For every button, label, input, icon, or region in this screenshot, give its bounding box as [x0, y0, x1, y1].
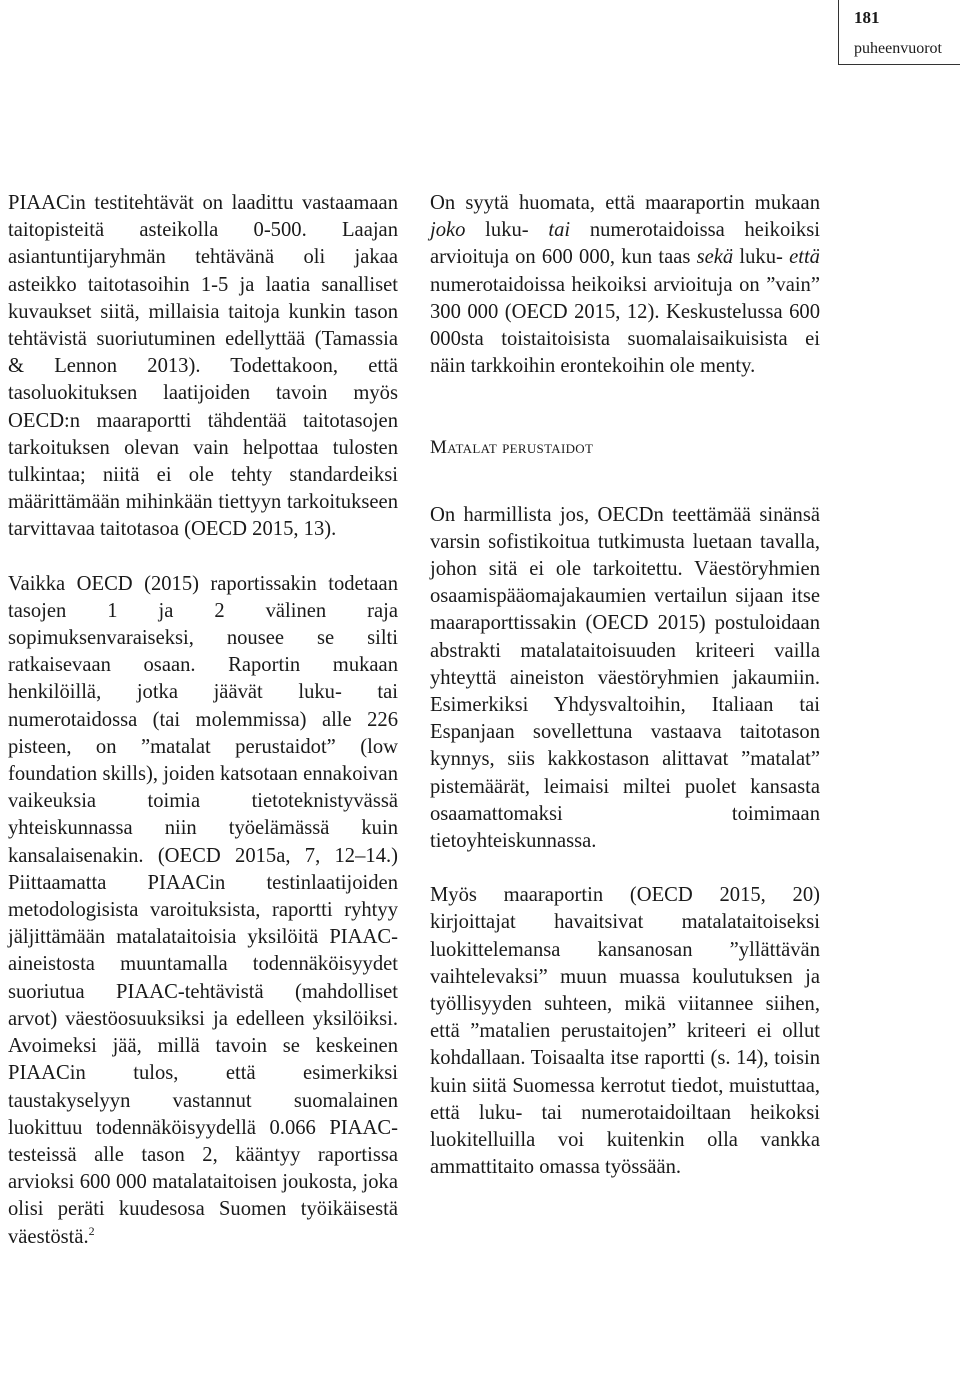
- page-header: [838, 0, 960, 65]
- emphasis: tai: [548, 219, 571, 242]
- emphasis: että: [789, 246, 820, 269]
- text-run: luku-: [465, 219, 549, 242]
- footnote-reference: 2: [88, 1223, 95, 1238]
- emphasis: joko: [430, 219, 466, 242]
- text-run: luku-: [733, 246, 790, 269]
- paragraph: Myös maaraportin (OECD 2015, 20) kirjoittajat havaitsivat matalataitoiseksi luokittelemansa kansanosan ”yllättävän vaihtelevaksi” muun muassa koulutuksen ja työllisyyden suhteen, mikä viitannee siihen, että ”matalien perustaitojen” kriteeri ei ollut kohdallaan. Toisaalta itse raportti (s. 14), toisin kuin siitä Suomessa kerrotut tiedot, muistuttaa, että luku- tai numerotaidoiltaan heikoksi luokitelluilla voi kuitenkin olla vankka ammattitaito omassa työssään.: [430, 884, 820, 1179]
- paragraph: PIAACin testitehtävät on laadittu vastaamaan taitopisteitä asteikolla 0-500. Laajan asiantuntijaryhmän tehtävänä oli jakaa asteikko taitotasoihin 1-5 ja laatia sanalliset kuvaukset siitä, millaisia taitoja kunkin tason tehtävistä suoriutuminen edellyttää (Tamassia & Lennon 2013). Todettakoon, että tasoluokituksen laatijoiden tavoin myös OECD:n maaraportti tähdentää taitotasojen tarkoituksen olevan vain helpottaa tulosten tulkintaa; niitä ei ole tehty standardeiksi määrittämään mihinkään tiettyyn tarkoitukseen tarvittavaa taitotasoa (OECD 2015, 13).: [8, 192, 398, 541]
- text-run: numerotaidoissa heikoiksi arvioituja on ”vain” 300 000 (OECD 2015, 12). Keskustelussa 600 000sta toistaitoisista suomalaisaikuisista ei näin tarkkoihin erontekoihin ole menty.: [430, 273, 820, 378]
- text-run: On syytä huomata, että maaraportin mukaan: [430, 192, 820, 214]
- right-column: [430, 190, 820, 1182]
- emphasis: sekä: [696, 246, 734, 269]
- paragraph: [8, 571, 398, 1251]
- paragraph: On harmillista jos, OECDn teettämää sinänsä varsin sofistikoitua tutkimusta luetaan tavalla, johon sitä ei ole tarkoitettu. Väestöryhmien osaamispääomajakaumien vertailun sijaan itse maaraporttissakin (OECD 2015) postuloidaan abstrakti matalataitoisuuden kriteeri vailla yhteyttä aineiston väestöryhmien jakaumiin. Esimerkiksi Yhdysvaltoihin, Italiaan tai Espanjaan sovellettuna vastaava taitotason kynnys, siis kakkostason alittavat ”matalat” pistemäärät, leimaisi miltei puolet kansasta osaamattomaksi toimimaan tietoyhteiskunnassa.: [430, 503, 820, 853]
- paragraph: [430, 190, 820, 380]
- section-name: puheenvuorot: [854, 40, 942, 57]
- left-column: [8, 190, 398, 1251]
- page-number: 181: [854, 8, 880, 27]
- paragraph-text: Vaikka OECD (2015) raportissakin todetaan tasojen 1 ja 2 välinen raja sopimuksenvaraiseksi, nousee se silti ratkaisevaan osaan. Raportin mukaan henkilöillä, jotka jäävät luku- tai numerotaidossa (tai molemmissa) alle 226 pisteen, on ”matalat perustaidot” (low foundation skills), joiden katsotaan ennakoivan vaikeuksia toimia tietoteknistyvässä yhteiskunnassa niin työelämässä kuin kansalaisenakin. (OECD 2015a, 7, 12–14.) Piittaamatta PIAACin testinlaatijoiden metodologisista varoituksista, raportti ryhtyy jäljittämään matalataitoisia yksilöitä PIAAC-aineistosta muuntamalla todennäköisyydet suoriutua PIAAC-tehtävistä (mahdolliset arvot) väestöosuuksiksi ja edelleen yksilöiksi. Avoimeksi jää, millä tavoin se keskeinen PIAACin tulos, että esimerkiksi taustakyselyyn vastannut suomalainen luokittuu todennäköisyydellä 0.066 PIAAC-testeissä alle tason 2, kääntyy raportissa arvioksi 600 000 matalataitoisen joukosta, joka olisi peräti kuudesosa Suomen työikäisestä väestöstä.: [8, 572, 398, 1248]
- section-heading: Matalat perustaidot: [430, 437, 594, 459]
- text-run: numerotaidoissa heikoiksi arvioituja on 600 000, kun taas: [430, 219, 820, 269]
